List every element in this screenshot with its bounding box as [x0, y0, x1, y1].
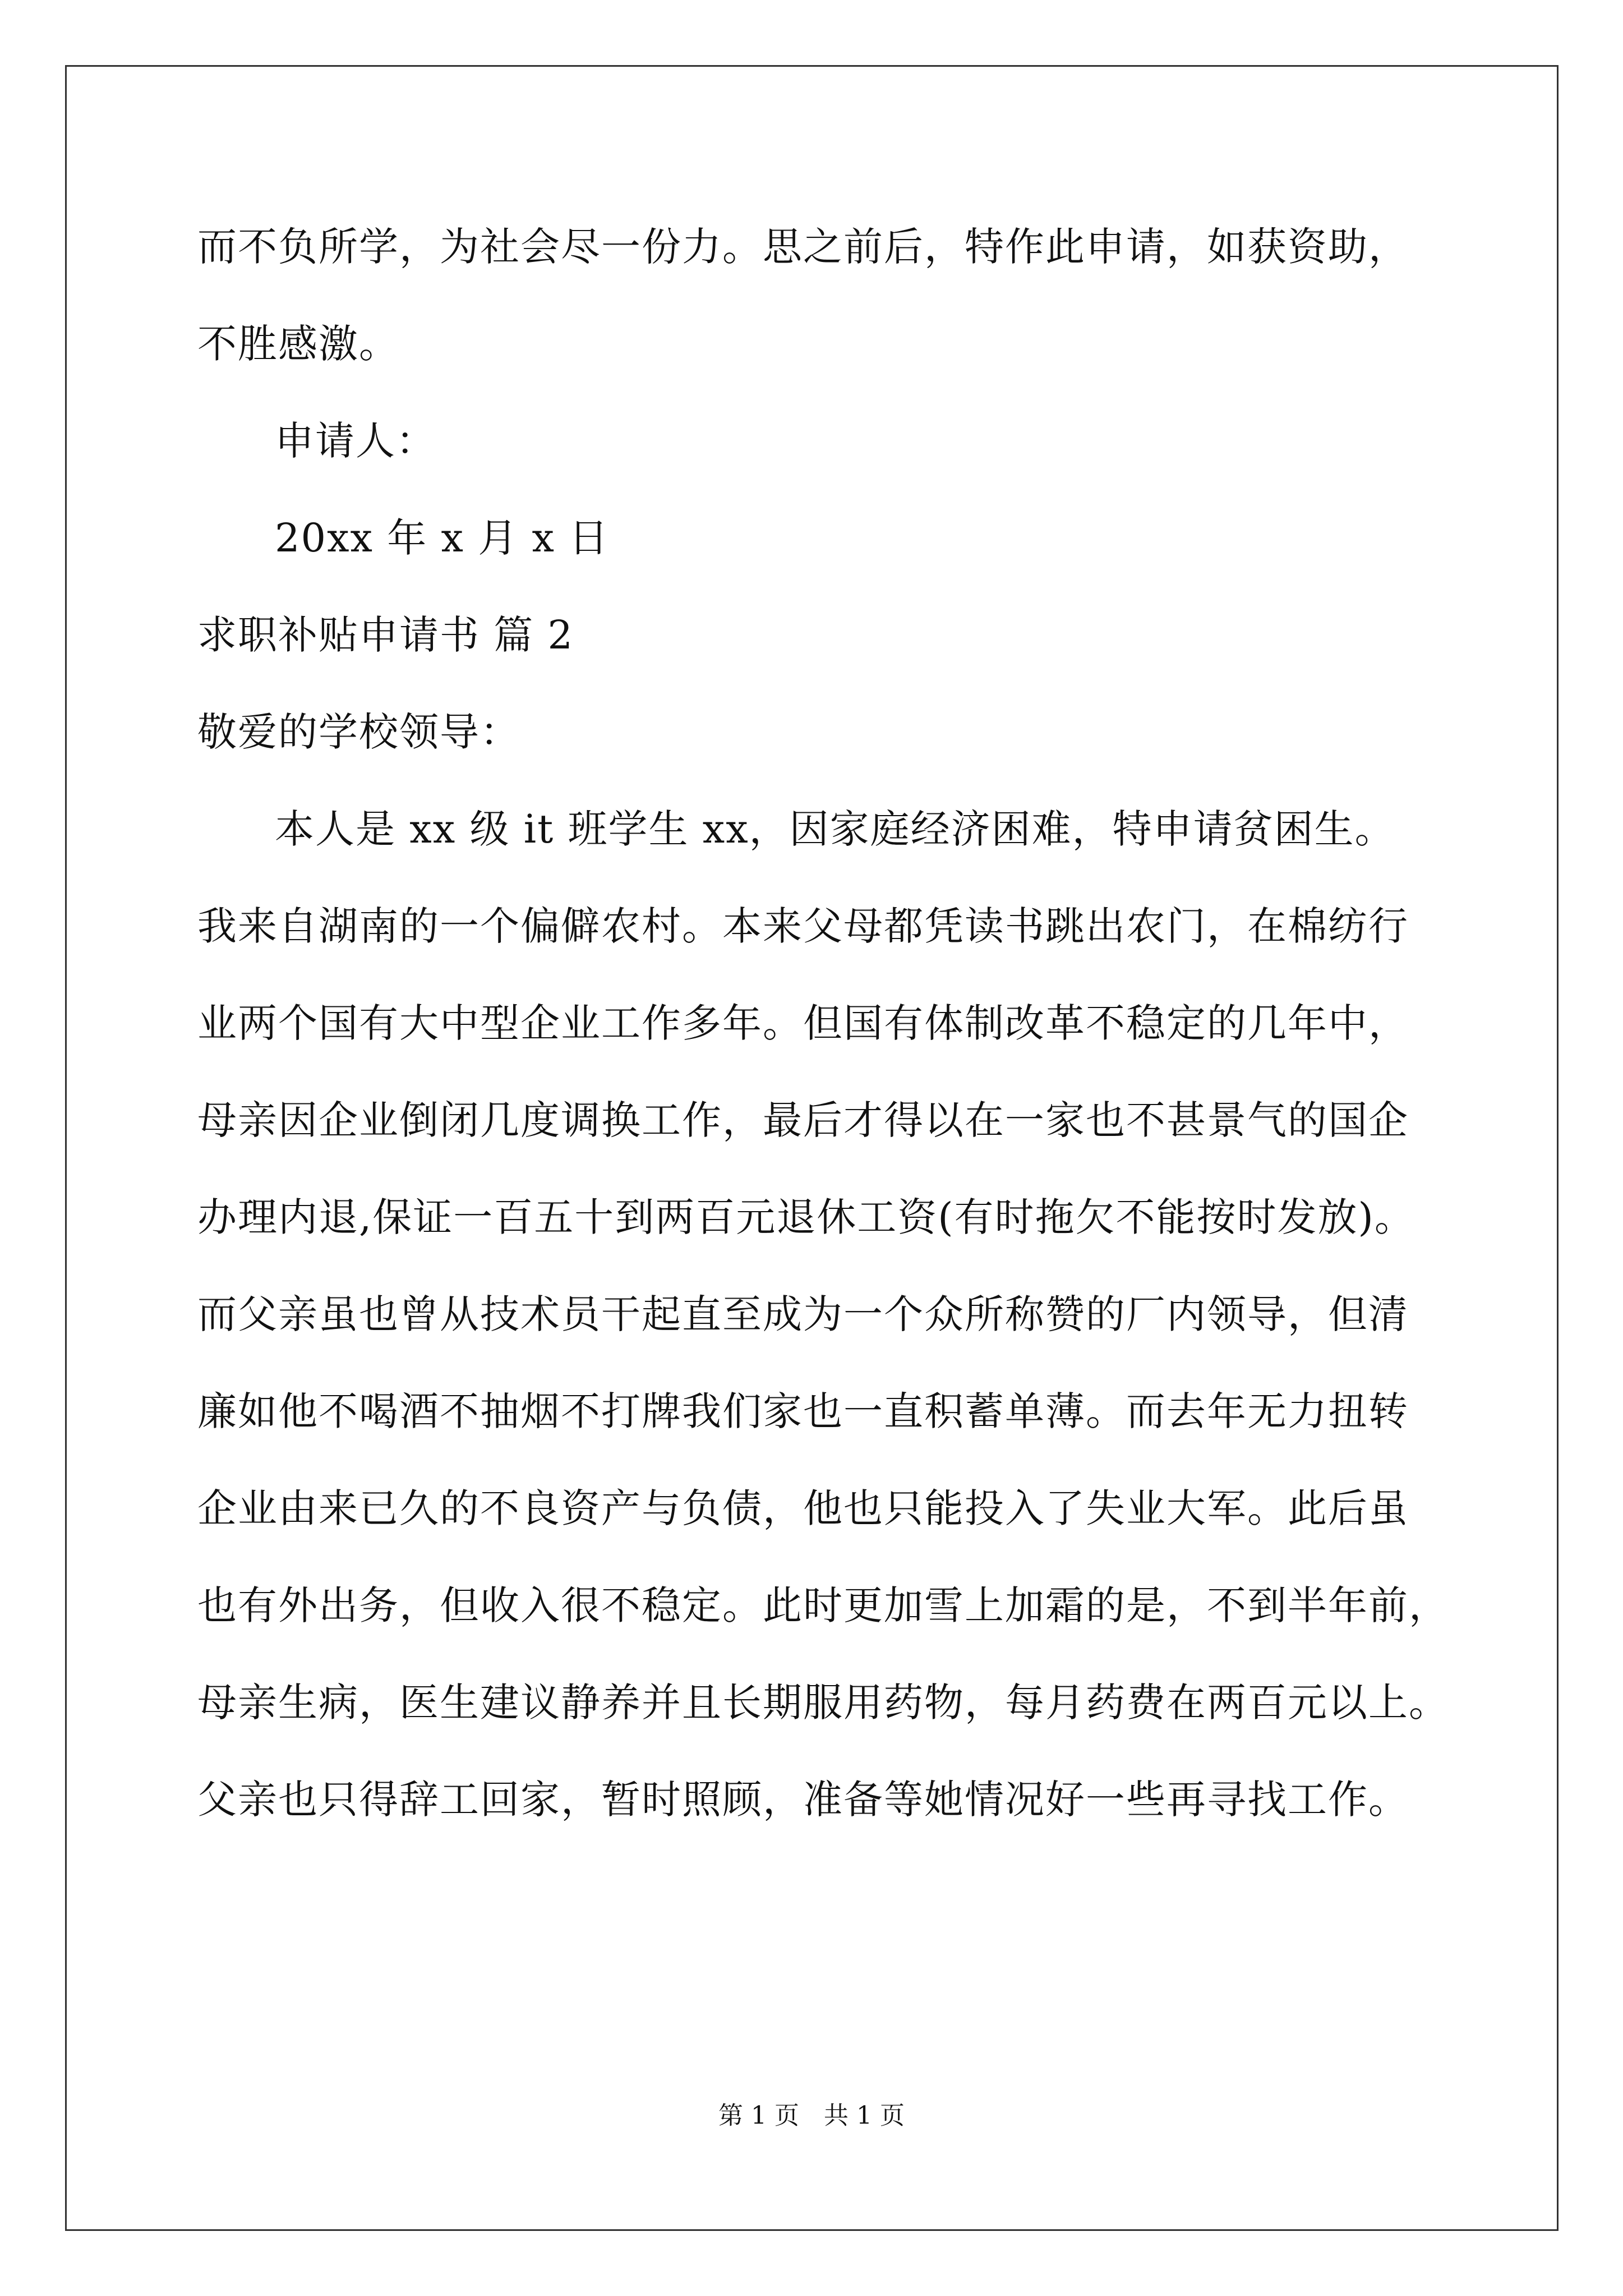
- date-line: 20xx 年 x 月 x 日: [275, 515, 610, 561]
- body-text-line: 也有外出务，但收入很不稳定。此时更加雪上加霜的是，不到半年前，: [197, 1582, 1449, 1628]
- body-text-line: 廉如他不喝酒不抽烟不打牌我们家也一直积蓄单薄。而去年无力扭转: [197, 1388, 1409, 1434]
- body-text-line: 母亲生病，医生建议静养并且长期服用药物，每月药费在两百元以上。: [197, 1680, 1449, 1726]
- section-heading: 求职补贴申请书 篇 2: [197, 612, 574, 658]
- page-border: [65, 65, 1559, 2231]
- body-text-line: 而父亲虽也曾从技术员干起直至成为一个众所称赞的厂内领导，但清: [197, 1291, 1409, 1337]
- body-text-line: 我来自湖南的一个偏僻农村。本来父母都凭读书跳出农门，在棉纺行: [197, 903, 1409, 949]
- salutation: 敬爱的学校领导：: [197, 709, 520, 755]
- body-text-line: 本人是 xx 级 it 班学生 xx，因家庭经济困难，特申请贫困生。: [275, 806, 1395, 852]
- body-text-line: 父亲也只得辞工回家，暂时照顾，准备等她情况好一些再寻找工作。: [197, 1777, 1409, 1823]
- body-text-line: 不胜感激。: [197, 321, 399, 367]
- body-text-line: 办理内退,保证一百五十到两百元退休工资(有时拖欠不能按时发放)。: [197, 1194, 1415, 1240]
- body-text-line: 而不负所学，为社会尽一份力。思之前后，特作此申请，如获资助，: [197, 224, 1409, 270]
- body-text-line: 母亲因企业倒闭几度调换工作，最后才得以在一家也不甚景气的国企: [197, 1097, 1409, 1143]
- page-footer: 第 1 页 共 1 页: [718, 2101, 905, 2130]
- body-text-line: 企业由来已久的不良资产与负债，他也只能投入了失业大军。此后虽: [197, 1485, 1409, 1531]
- signature-label: 申请人：: [275, 418, 436, 464]
- body-text-line: 业两个国有大中型企业工作多年。但国有体制改革不稳定的几年中，: [197, 1000, 1409, 1046]
